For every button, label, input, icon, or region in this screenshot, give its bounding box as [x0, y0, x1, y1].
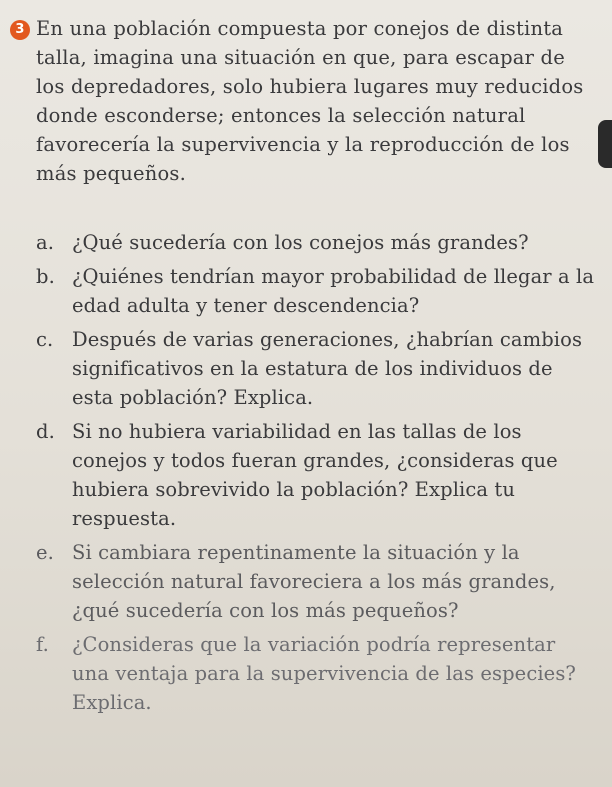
- exercise-intro-text: En una población compuesta por conejos de distinta talla, imagina una situación en que, para escapar de los depredadores, solo hubiera lugares muy reducidos donde esconderse; entonces la selección natural favorecería la supervivencia y la reproducción de los más pequeños.: [36, 17, 584, 185]
- question-list: [36, 228, 596, 722]
- question-letter: d.: [36, 420, 55, 443]
- question-text: Si no hubiera variabilidad en las tallas de los conejos y todos fueran grandes, ¿consideras que hubiera sobrevivido la población? Explica tu respuesta.: [72, 420, 558, 530]
- question-text: Si cambiara repentinamente la situación y la selección natural favoreciera a los más grandes, ¿qué sucedería con los más pequeños?: [72, 541, 556, 622]
- question-item-d: [36, 417, 596, 533]
- question-item-f: [36, 630, 596, 717]
- question-letter: e.: [36, 541, 54, 564]
- question-item-b: [36, 262, 596, 320]
- question-text: Después de varias generaciones, ¿habrían cambios significativos en la estatura de los individuos de esta población? Explica.: [72, 328, 583, 409]
- question-letter: b.: [36, 265, 55, 288]
- question-item-a: [36, 228, 596, 257]
- question-letter: f.: [36, 633, 49, 656]
- question-text: ¿Quiénes tendrían mayor probabilidad de llegar a la edad adulta y tener descendencia?: [72, 265, 595, 317]
- question-text: ¿Consideras que la variación podría representar una ventaja para la supervivencia de las especies? Explica.: [72, 633, 576, 714]
- page-edge-tab: [598, 120, 612, 168]
- exercise-intro: [15, 14, 592, 188]
- question-letter: c.: [36, 328, 54, 351]
- question-item-e: [36, 538, 596, 625]
- question-item-c: [36, 325, 596, 412]
- exercise-number-badge: 3: [10, 20, 30, 40]
- question-letter: a.: [36, 231, 55, 254]
- question-text: ¿Qué sucedería con los conejos más grandes?: [72, 231, 529, 254]
